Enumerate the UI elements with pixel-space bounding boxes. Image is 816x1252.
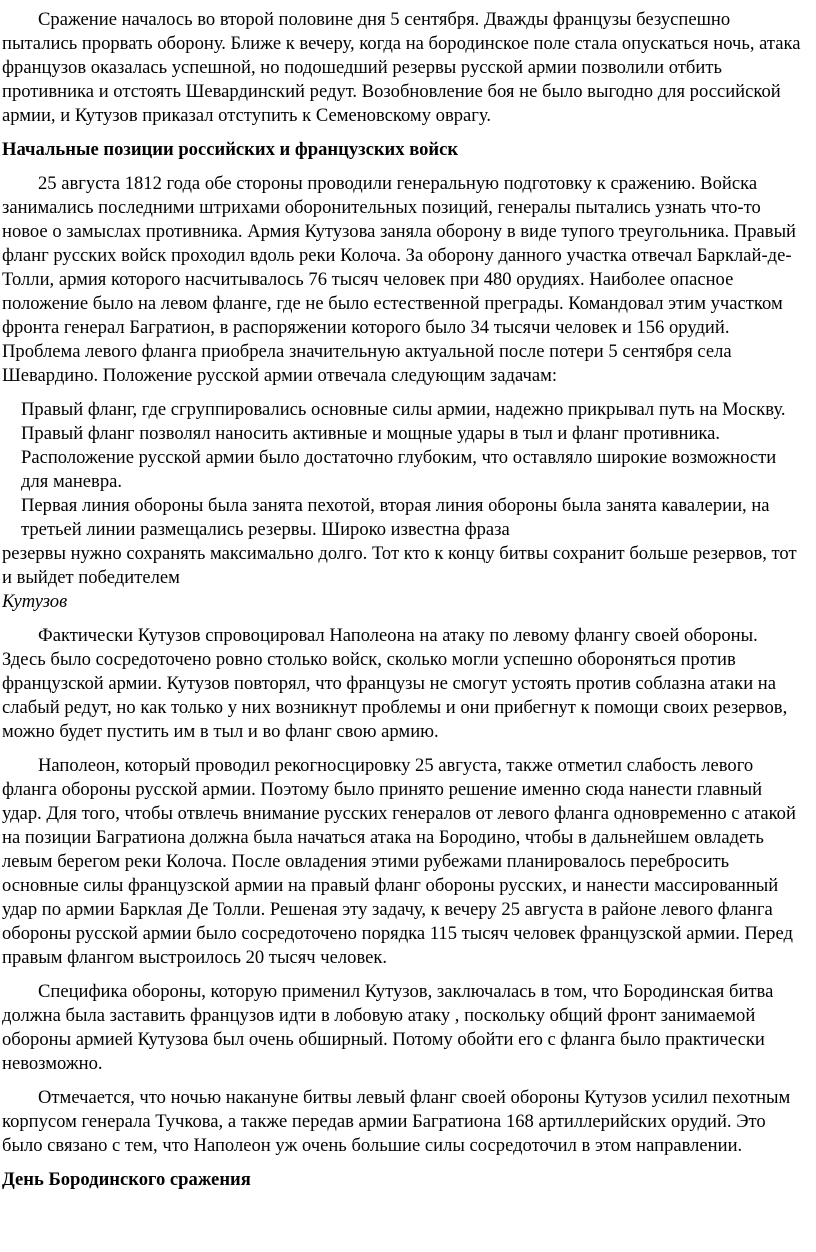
paragraph-napoleon-plan: Наполеон, который проводил рекогносцировку 25 августа, также отметил слабость левого фланга обороны русской армии. Поэтому было принято решение именно сюда нанести главный удар. Для того, чтобы отвлечь внимание русских генералов от левого фланга одновременно с атакой на позиции Багратиона должна была начаться атака на Бородино, чтобы в дальнейшем овладеть левым берегом реки Колоча. После овладения этими рубежами планировалось перебросить основные силы французской армии на правый фланг обороны русских, и нанести массированный удар по армии Барклая Де Толли. Решеная эту задачу, к вечеру 25 августа в районе левого фланга обороны русской армии было сосредоточено порядка 115 тысяч человек французской армии. Перед правым флангом выстроилось 20 тысяч человек. xyxy=(2,755,796,968)
paragraph-tuchkov-reinforcement: Отмечается, что ночью накануне битвы левый фланг своей обороны Кутузов усилил пехотным корпусом генерала Тучкова, а также передав армии Багратиона 168 артиллерийских орудий. Это было связано с тем, что Наполеон уж очень большие силы сосредоточил в этом направлении. xyxy=(2,1087,791,1156)
list-item: Первая линия обороны была занята пехотой, вторая линия обороны была занята кавалерии, на третьей линии размещались резервы. Широко известна фраза xyxy=(21,495,770,540)
section-heading-battle-day: День Бородинского сражения xyxy=(2,1169,251,1190)
kutuzov-quote: резервы нужно сохранять максимально долго. Тот кто к концу битвы сохранит больше резервов, тот и выйдет победителем xyxy=(2,543,797,588)
paragraph-preparation: 25 августа 1812 года обе стороны проводили генеральную подготовку к сражению. Войска занимались последними штрихами оборонительных позиций, генералы пытались узнать что-то новое о замыслах противника. Армия Кутузова заняла оборону в виде тупого треугольника. Правый фланг русских войск проходил вдоль реки Колоча. За оборону данного участка отвечал Барклай-де-Толли, армия которого насчитывалось 76 тысяч человек при 480 орудиях. Наиболее опасное положение было на левом фланге, где не было естественной преграды. Командовал этим участком фронта генерал Багратион, в распоряжении которого было 34 тысячи человек и 156 орудий. Проблема левого фланга приобрела значительную актуальной после потери 5 сентября села Шевардино. Положение русской армии отвечала следующим задачам: xyxy=(2,173,797,386)
list-item: Правый фланг позволял наносить активные и мощные удары в тыл и фланг противника. xyxy=(21,423,721,444)
intro-paragraph: Сражение началось во второй половине дня 5 сентября. Дважды французы безуспешно пытались прорвать оборону. Ближе к вечеру, когда на бородинское поле стала опускаться ночь, атака французов оказалась успешной, но подошедший резервы русской армии позволили отбить противника и отстоять Шевардинский редут. Возобновление боя не было выгодно для российской армии, и Кутузов приказал отступить к Семеновскому оврагу. xyxy=(2,9,801,126)
section-heading-initial-positions: Начальные позиции российских и французских войск xyxy=(2,139,459,160)
list-item: Расположение русской армии было достаточно глубоким, что оставляло широкие возможности для маневра. xyxy=(21,447,777,492)
quote-author: Кутузов xyxy=(2,591,68,612)
list-item: Правый фланг, где сгруппировались основные силы армии, надежно прикрывал путь на Москву. xyxy=(21,399,786,420)
tasks-list xyxy=(2,398,802,542)
paragraph-defense-specifics: Специфика обороны, которую применил Кутузов, заключалась в том, что Бородинская битва должна была заставить французов идти в лобовую атаку , поскольку общий фронт занимаемой обороны армией Кутузова был очень обширный. Потому обойти его с фланга было практически невозможно. xyxy=(2,981,774,1074)
paragraph-provocation: Фактически Кутузов спровоцировал Наполеона на атаку по левому флангу своей обороны. Здесь было сосредоточено ровно столько войск, сколько могли успешно обороняться против французской армии. Кутузов повторял, что французы не смогут устоять против соблазна атаки на слабый редут, но как только у них возникнут проблемы и они прибегнут к помощи своих резервов, можно будет пустить им в тыл и во фланг свою армию. xyxy=(2,625,788,742)
